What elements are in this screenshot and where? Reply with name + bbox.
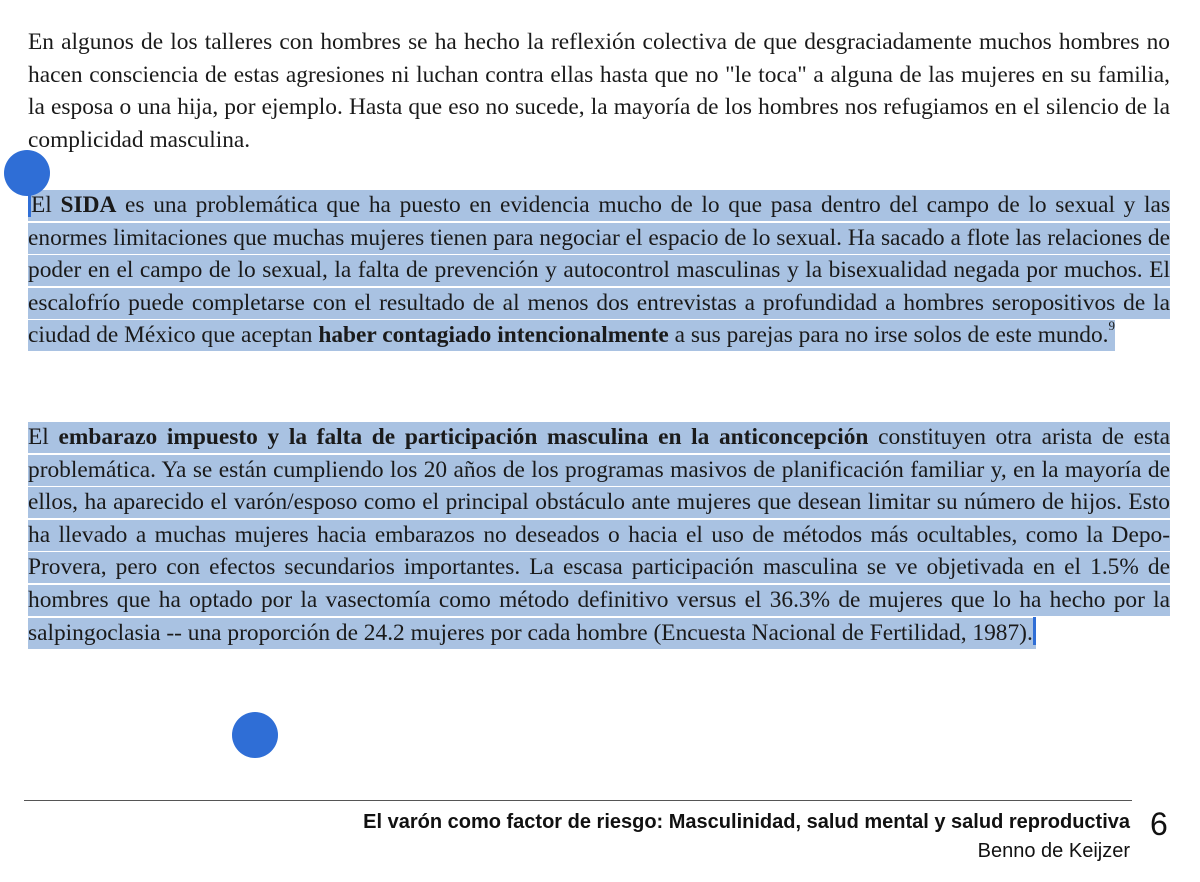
selection-end-handle[interactable] xyxy=(232,712,278,758)
footer-divider xyxy=(24,800,1132,801)
selected-text-paragraph-2[interactable] xyxy=(28,190,1170,351)
paragraph-3[interactable] xyxy=(28,421,1170,649)
paragraph-2-intro: El xyxy=(31,192,61,218)
paragraph-3-bold-phrase: embarazo impuesto y la falta de participación masculina en la anticoncepción xyxy=(58,424,869,450)
paragraph-2-ending: a sus parejas para no irse solos de este mundo. xyxy=(668,322,1109,349)
selection-start-handle[interactable] xyxy=(4,150,50,196)
paragraph-3-intro: El xyxy=(28,424,59,450)
paragraph-2[interactable] xyxy=(28,189,1170,352)
paragraph-1 xyxy=(28,26,1170,156)
paragraph-2-body: es una problemática que ha puesto en evidencia mucho de lo que pasa dentro del campo de lo sexual y las enormes limitaciones que muchas mujeres tienen para negociar el espacio de lo sexual. Ha sacado a flote las relaciones de poder en el campo de lo sexual, la falta de prevención y autocontrol masculinas y la bisexualidad negada por muchos. El escalofrío puede completarse con el resultado de al menos dos entrevistas a profundidad a hombres seropositivos de la ciudad de México que aceptan xyxy=(28,192,1170,349)
footnote-marker[interactable]: 9 xyxy=(1108,318,1116,334)
footer-author: Benno de Keijzer xyxy=(977,840,1130,862)
page-number: 6 xyxy=(1150,806,1168,842)
paragraph-2-bold-phrase: haber contagiado intencionalmente xyxy=(318,322,669,349)
paragraph-2-bold-term: SIDA xyxy=(60,192,117,218)
selection-end-caret[interactable] xyxy=(1033,617,1036,645)
footer-title: El varón como factor de riesgo: Masculinidad, salud mental y salud reproductiva xyxy=(363,811,1130,833)
paragraph-3-body: constituyen otra arista de esta problemática. Ya se están cumpliendo los 20 años de los programas masivos de planificación familiar y, en la mayoría de ellos, ha aparecido el varón/esposo como el principal obstáculo ante mujeres que desean limitar su número de hijos. Esto ha llevado a muchas mujeres hacia embarazos no deseados o hacia el uso de métodos más ocultables, como la Depo-Provera, pero con efectos secundarios importantes. La escasa participación masculina se ve objetivada en el 1.5% de hombres que ha optado por la vasectomía como método definitivo versus el 36.3% de mujeres que lo ha hecho por la salpingoclasia -- una proporción de 24.2 mujeres por cada hombre (Encuesta Nacional de Fertilidad, 1987). xyxy=(28,424,1170,646)
paragraph-1-text: En algunos de los talleres con hombres se ha hecho la reflexión colectiva de que desgraciadamente muchos hombres no hacen consciencia de estas agresiones ni luchan contra ellas hasta que no "le toca" a alguna de las mujeres en su familia, la esposa o una hija, por ejemplo. Hasta que eso no sucede, la mayoría de los hombres nos refugiamos en el silencio de la complicidad masculina. xyxy=(28,29,1170,153)
selected-text-paragraph-3[interactable] xyxy=(28,422,1170,649)
